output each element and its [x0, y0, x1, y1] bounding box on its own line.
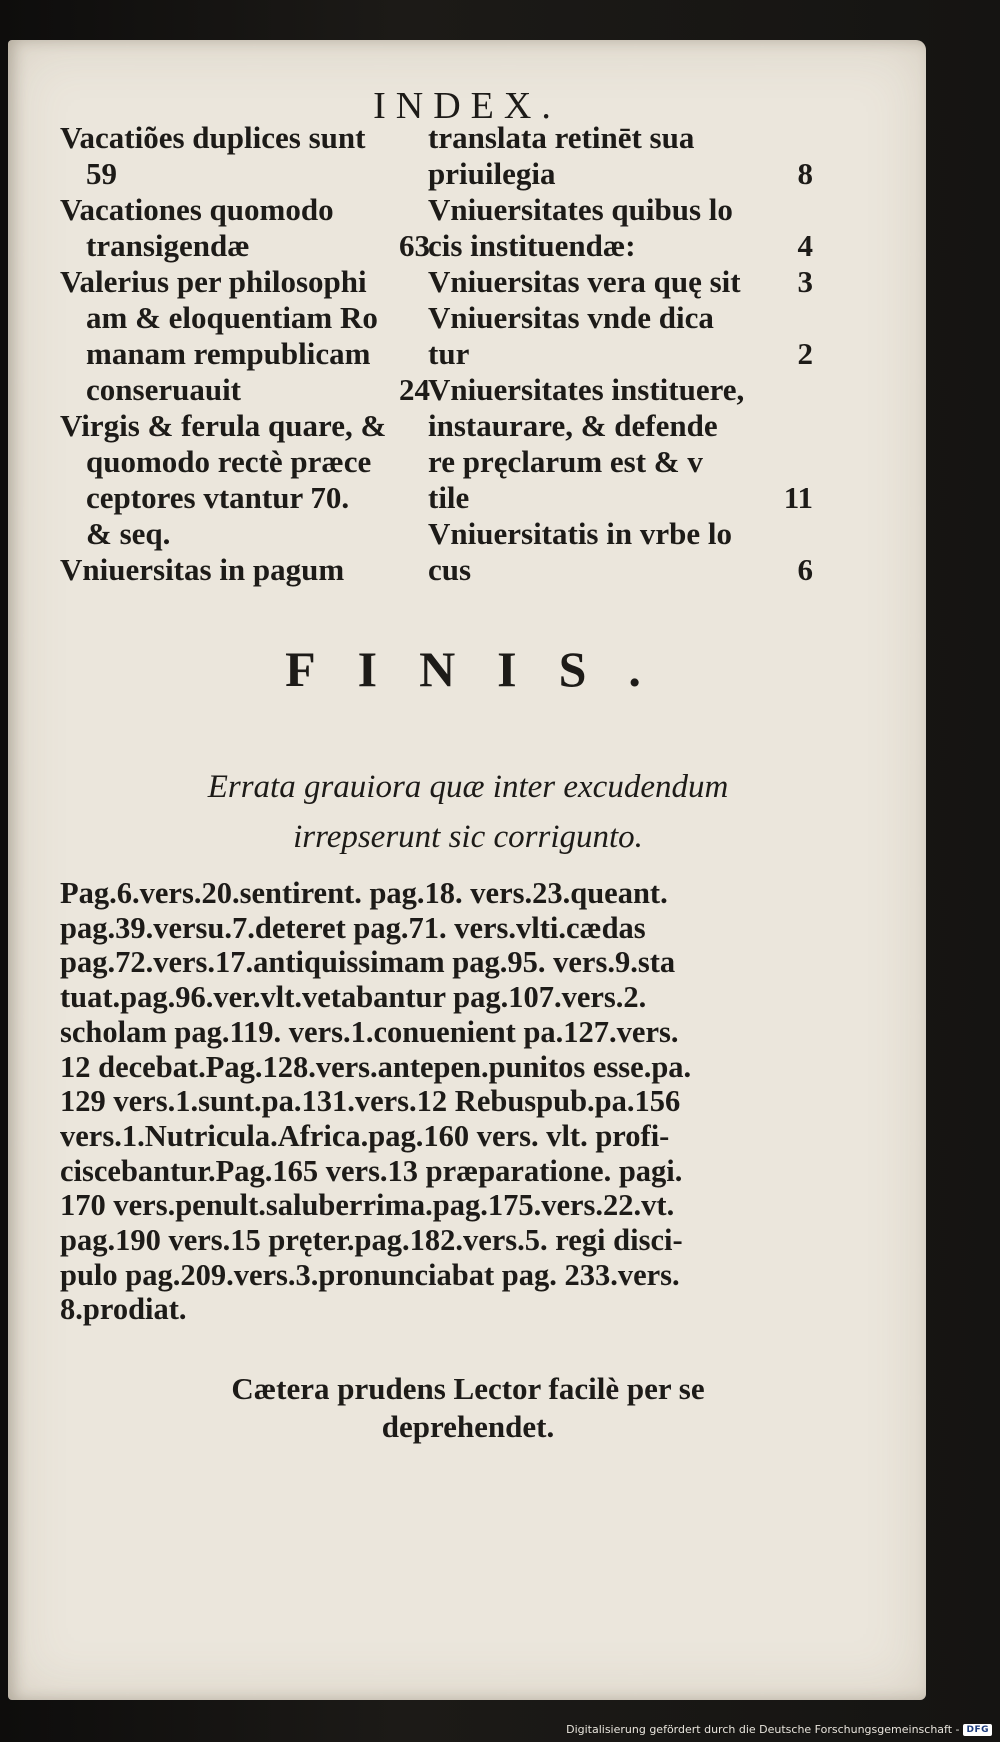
- dfg-logo: DFG: [963, 1724, 992, 1736]
- index-entry-text: re pręclarum est & v: [428, 444, 703, 479]
- index-entry-line: [428, 480, 813, 516]
- index-entry-line: [60, 408, 430, 444]
- errata-line: 170 vers.penult.saluberrima.pag.175.vers.22.vt.: [60, 1188, 675, 1223]
- index-entry-line: [428, 408, 813, 444]
- index-entry-text: Vniuersitatis in vrbe lo: [428, 516, 732, 551]
- index-entry-text: conseruauit: [86, 372, 241, 407]
- credit-text: Digitalisierung gefördert durch die Deutsche Forschungsgemeinschaft -: [566, 1723, 960, 1736]
- errata-line: scholam pag.119. vers.1.conuenient pa.127.vers.: [60, 1014, 679, 1049]
- index-entry-line: [428, 264, 813, 300]
- index-entry-line: [428, 516, 813, 552]
- index-entry-line: [428, 300, 813, 336]
- index-entry-line: [60, 120, 430, 156]
- index-entry-line: [428, 120, 813, 156]
- index-entry-text: translata retinēt sua: [428, 120, 695, 155]
- index-entry-text: Valerius per philosophi: [60, 264, 367, 299]
- index-entry-line: [60, 264, 430, 300]
- closing-line: Cætera prudens Lector facilè per se: [231, 1371, 705, 1406]
- index-column-right: [428, 120, 813, 588]
- errata-heading-line: Errata grauiora quæ inter excudendum: [207, 769, 729, 805]
- errata-line: tuat.pag.96.ver.vlt.vetabantur pag.107.vers.2.: [60, 980, 647, 1015]
- index-entry-text: 59: [86, 156, 117, 191]
- index-entry-text: Vniuersitas vnde dica: [428, 300, 714, 335]
- index-page-number: 63: [399, 228, 430, 263]
- digitization-credit: [566, 1723, 992, 1736]
- index-entry-text: cis instituendæ:: [428, 228, 636, 263]
- index-entry-text: tur: [428, 336, 470, 371]
- errata-line: pag.72.vers.17.antiquissimam pag.95. vers.9.sta: [60, 945, 676, 980]
- index-entry-text: Virgis & ferula quare, &: [60, 408, 387, 443]
- index-entry-text: Vniuersitates quibus lo: [428, 192, 733, 227]
- index-entry-line: [428, 372, 813, 408]
- index-page-number: 11: [783, 480, 813, 515]
- errata-line: 129 vers.1.sunt.pa.131.vers.12 Rebuspub.pa.156: [60, 1084, 681, 1119]
- index-entry-text: quomodo rectè præce: [86, 444, 372, 479]
- index-column-left: [60, 120, 430, 588]
- index-entry-line: [60, 336, 430, 372]
- index-entry-text: am & eloquentiam Ro: [86, 300, 378, 335]
- book-page: [8, 40, 926, 1700]
- index-entry-line: [428, 228, 813, 264]
- errata-line: pulo pag.209.vers.3.pronunciabat pag. 233.vers.: [60, 1257, 680, 1292]
- index-page-number: 8: [797, 156, 813, 191]
- errata-line: vers.1.Nutricula.Africa.pag.160 vers. vlt. profi-: [60, 1118, 670, 1153]
- index-entry-line: [60, 516, 430, 552]
- errata-line: pag.190 vers.15 pręter.pag.182.vers.5. regi disci-: [60, 1223, 683, 1258]
- index-entry-line: [428, 444, 813, 480]
- finis-heading: FINIS.: [285, 641, 683, 697]
- errata-line: Pag.6.vers.20.sentirent. pag.18. vers.23.queant.: [60, 876, 668, 910]
- index-page-number: 6: [797, 552, 813, 587]
- index-entry-text: Vniuersitas in pagum: [60, 552, 345, 587]
- index-page-number: 3: [797, 264, 813, 299]
- index-entry-text: ceptores vtantur 70.: [86, 480, 350, 515]
- errata-line: ciscebantur.Pag.165 vers.13 præparatione. pagi.: [60, 1153, 683, 1188]
- index-entry-text: & seq.: [86, 516, 171, 551]
- running-head: INDEX.: [373, 85, 561, 127]
- errata-line: 12 decebat.Pag.128.vers.antepen.punitos esse.pa.: [60, 1049, 692, 1084]
- index-entry-line: [60, 192, 430, 228]
- errata-heading: [68, 762, 868, 862]
- index-entry-text: instaurare, & defende: [428, 408, 718, 443]
- errata-heading-line: irrepserunt sic corriguntο.: [293, 819, 643, 855]
- index-entry-line: [428, 156, 813, 192]
- index-entry-text: tile: [428, 480, 470, 515]
- index-page-number: 4: [797, 228, 813, 263]
- closing-line: deprehendet.: [381, 1409, 555, 1444]
- index-entry-text: priuilegia: [428, 156, 556, 191]
- index-entry-line: [428, 192, 813, 228]
- index-entry-line: [60, 444, 430, 480]
- errata-line: pag.39.versu.7.deteret pag.71. vers.vlti.cædas: [60, 910, 646, 945]
- errata-line: 8.prodiat.: [60, 1292, 187, 1327]
- index-entry-text: Vniuersitas vera quę sit: [428, 264, 741, 299]
- index-entry-line: [428, 336, 813, 372]
- index-page-number: 24: [399, 372, 430, 407]
- index-entry-line: [60, 480, 430, 516]
- index-entry-text: cus: [428, 552, 472, 587]
- closing-note: [68, 1370, 868, 1446]
- index-entry-line: [60, 156, 430, 192]
- index-entry-line: [60, 552, 430, 588]
- index-entry-text: manam rempublicam: [86, 336, 371, 371]
- index-entry-text: Vniuersitates instituere,: [428, 372, 745, 407]
- index-entry-line: [428, 552, 813, 588]
- index-page-number: 2: [797, 336, 813, 371]
- index-entry-text: transigendæ: [86, 228, 250, 263]
- errata-list: [60, 876, 820, 1327]
- index-entry-text: Vacationes quomodo: [60, 192, 334, 227]
- index-entry-line: [60, 300, 430, 336]
- index-entry-text: Vacatiões duplices sunt: [60, 120, 366, 155]
- index-entry-line: [60, 228, 430, 264]
- index-entry-line: [60, 372, 430, 408]
